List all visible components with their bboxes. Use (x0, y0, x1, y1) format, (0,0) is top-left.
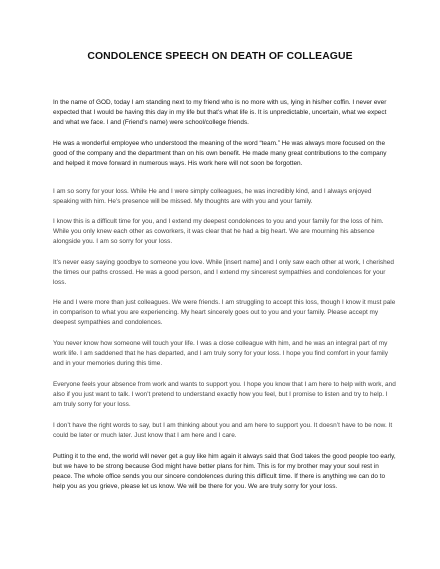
page-title: CONDOLENCE SPEECH ON DEATH OF COLLEAGUE (87, 51, 353, 62)
paragraph-7: You never know how someone will touch your life. I was a close colleague with him, and he was an integral part of my work life. I am saddened that he has departed, and I am truly sorry for your loss. I hope you find comfort in your family and in your memories during this time. (53, 340, 388, 368)
paragraph-1: In the name of GOD, today I am standing next to my friend who is no more with us, lying in his/her coffin. I never ever expected that I would be having this day in my life but that’s what life is. It is unpredictable, uncertain, what we expect and what we face. I and (Friend’s name) were school/college friends. (53, 99, 387, 127)
paragraph-3: I am so sorry for your loss. While He and I were simply colleagues, he was incredibly kind, and I always enjoyed speaking with him. He’s presence will be missed. My thoughts are with you and your family. (53, 188, 372, 206)
paragraph-4: I know this is a difficult time for you, and I extend my deepest condolences to you and your family for the loss of him. While you only knew each other as coworkers, it was clear that he had a big heart. We are mourning his absence alongside you. I am so sorry for your loss. (53, 218, 384, 246)
paragraph-5: It’s never easy saying goodbye to someone you love. While [insert name] and I only saw each other at work, I cherished the times our paths crossed. He was a good person, and I extend my sincerest sympathies and condolences for your loss. (53, 259, 394, 287)
paragraph-6: He and I were more than just colleagues. We were friends. I am struggling to accept this loss, though I know it must pale in comparison to what you are experiencing. My heart sincerely goes out to you and your family. Please accept my deepest sympathies and condolences. (53, 299, 396, 327)
paragraph-2: He was a wonderful employee who understood the meaning of the word “team.” He was always more focused on the good of the company and the department than on his own benefit. He made many great contributions to the company and helped it move forward in numerous ways. His work here will not soon be forgotten. (53, 140, 387, 168)
paragraph-10: Putting it to the end, the world will never get a guy like him again it always said that God takes the good people too early, but we have to be strong because God might have better plans for him. This is for my brother may your soul rest in peace. The whole office sends you our sincere condolences during this difficult time. If there is anything we can do to help you as you grieve, please let us know. We will be there for you. We are truly sorry for your loss. (53, 453, 396, 491)
paragraph-9: I don’t have the right words to say, but I am thinking about you and am here to support you. It doesn’t have to be now. It could be later or much later. Just know that I am here and I care. (53, 422, 393, 440)
paragraph-8: Everyone feels your absence from work and wants to support you. I hope you know that I am here to help with work, and also if you just want to talk. I won’t pretend to understand exactly how you feel, but I promise to listen and try to help. I am truly sorry for your loss. (53, 381, 396, 409)
